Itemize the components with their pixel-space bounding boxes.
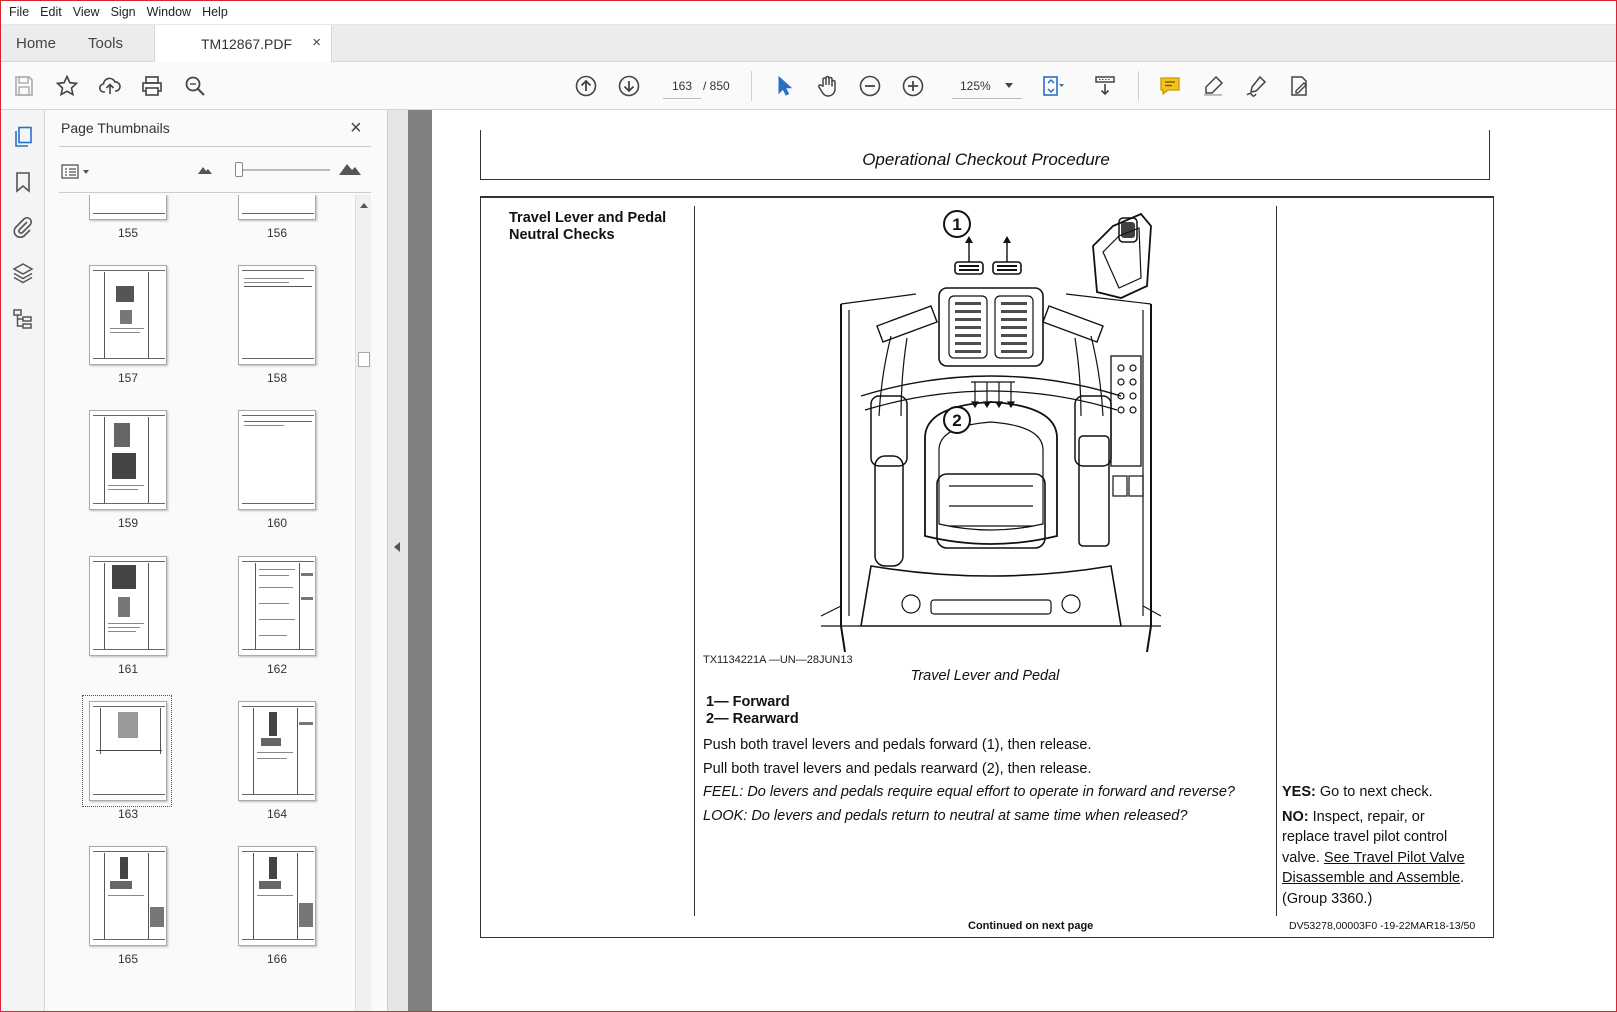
scroll-mode-icon[interactable]: [1090, 71, 1120, 101]
legend-item-forward: 1— Forward: [706, 694, 790, 710]
divider: [59, 192, 371, 193]
thumbnail-label: 162: [266, 662, 288, 676]
travel-pilot-valve-link[interactable]: See Travel Pilot Valve Disassemble and Assemble: [1282, 849, 1465, 886]
callout-1: 1: [952, 215, 962, 234]
cloud-upload-icon[interactable]: [95, 71, 125, 101]
large-thumbnail-mountain-icon[interactable]: [338, 158, 362, 176]
tab-bar: [0, 25, 1617, 62]
pdf-page: [432, 110, 1617, 1012]
thumbnail-page[interactable]: [89, 265, 167, 365]
look-check: LOOK: Do levers and pedals return to neutral at same time when released?: [703, 807, 1188, 824]
bookmarks-icon[interactable]: [10, 169, 36, 195]
comment-icon[interactable]: [1155, 71, 1185, 101]
close-icon[interactable]: ×: [350, 117, 362, 139]
highlight-pen-icon[interactable]: [1198, 71, 1228, 101]
thumbnail-label: 156: [266, 226, 288, 240]
scrollbar-thumb[interactable]: [358, 352, 370, 367]
tab-document-label: TM12867.PDF: [201, 36, 293, 52]
thumbnail-page[interactable]: [238, 265, 316, 365]
print-icon[interactable]: [137, 71, 167, 101]
menu-edit[interactable]: Edit: [40, 5, 62, 19]
thumbnail-size-slider[interactable]: [238, 169, 330, 171]
collapse-panel-icon[interactable]: [394, 542, 400, 552]
yes-label: YES:: [1282, 784, 1316, 800]
thumbnail-page[interactable]: [238, 410, 316, 510]
thumbnail-list: [45, 195, 371, 1012]
fit-page-icon[interactable]: [1037, 71, 1067, 101]
no-text: Inspect, repair, or replace travel pilot control valve.: [1282, 808, 1448, 866]
thumbnail-label: 158: [266, 371, 288, 385]
tab-close-icon[interactable]: ×: [312, 34, 321, 51]
tab-document[interactable]: [154, 25, 332, 63]
figure-caption: Travel Lever and Pedal: [910, 668, 1060, 684]
tab-home[interactable]: Home: [16, 35, 57, 52]
thumbnail-page[interactable]: [238, 846, 316, 946]
no-label: NO:: [1282, 808, 1309, 825]
navigation-rail: [0, 110, 45, 1012]
search-icon[interactable]: [180, 71, 210, 101]
thumbnail-page[interactable]: [89, 846, 167, 946]
layers-icon[interactable]: [10, 260, 36, 286]
yes-text: Go to next check.: [1315, 784, 1433, 800]
page-header-title: Operational Checkout Procedure: [862, 150, 1110, 169]
thumbnail-page[interactable]: [89, 410, 167, 510]
previous-page-icon[interactable]: [571, 71, 601, 101]
menu-view[interactable]: View: [72, 5, 100, 19]
thumbnail-size-slider-knob[interactable]: [235, 162, 243, 177]
page-total: / 850: [703, 79, 730, 93]
toolbar: [0, 62, 1617, 110]
select-arrow-icon[interactable]: [769, 71, 799, 101]
continued-note: Continued on next page: [968, 920, 1094, 932]
scroll-up-icon[interactable]: [360, 203, 368, 208]
panel-collapse-strip[interactable]: [388, 110, 408, 1012]
menu-sign[interactable]: Sign: [110, 5, 136, 19]
thumbnail-label: 166: [266, 952, 288, 966]
next-page-icon[interactable]: [614, 71, 644, 101]
document-id: DV53278,00003F0 -19-22MAR18-13/50: [1289, 920, 1476, 932]
zoom-level-select[interactable]: 125%: [952, 73, 1022, 99]
page-number-input[interactable]: 163: [663, 73, 701, 99]
thumbnail-label: 157: [117, 371, 139, 385]
thumbnail-label: 155: [117, 226, 139, 240]
figure-legend: [706, 694, 799, 728]
thumbnail-scrollbar[interactable]: [355, 195, 371, 1012]
menu-bar: [0, 0, 1617, 25]
thumbnail-page[interactable]: [238, 556, 316, 656]
yes-result: [1282, 782, 1472, 803]
zoom-in-icon[interactable]: [898, 71, 928, 101]
thumbnail-panel-title: Page Thumbnails: [61, 120, 170, 136]
column-divider: [1276, 206, 1277, 916]
thumbnail-label: 160: [266, 516, 288, 530]
menu-window[interactable]: Window: [146, 5, 192, 19]
no-tail: . (Group 3360.): [1282, 870, 1465, 907]
thumbnail-label: 159: [117, 516, 139, 530]
document-viewport: [388, 110, 1617, 1012]
thumbnail-page[interactable]: [89, 195, 167, 220]
no-result: [1282, 807, 1472, 910]
thumbnail-label: 165: [117, 952, 139, 966]
divider: [59, 146, 371, 147]
figure-id: TX1134221A —UN—28JUN13: [703, 654, 853, 666]
section-title-line-2: Neutral Checks: [509, 227, 615, 243]
thumbnail-page[interactable]: [89, 556, 167, 656]
section-title-line-1: Travel Lever and Pedal: [509, 210, 667, 226]
tab-tools[interactable]: Tools: [88, 35, 124, 52]
page-header-box: [480, 130, 1490, 180]
sign-pen-icon[interactable]: [1241, 71, 1271, 101]
zoom-out-icon[interactable]: [855, 71, 885, 101]
thumbnail-page[interactable]: [238, 701, 316, 801]
thumbnail-options-menu[interactable]: [61, 162, 101, 182]
chevron-down-icon[interactable]: [1005, 83, 1013, 88]
callout-2: 2: [952, 411, 962, 430]
feel-check: FEEL: Do levers and pedals require equal effort to operate in forward and reverse?: [703, 784, 1235, 800]
toolbar-divider: [751, 71, 752, 101]
step-push-forward: Push both travel levers and pedals forward (1), then release.: [703, 737, 1092, 753]
thumbnail-page[interactable]: [238, 195, 316, 220]
bookmark-star-icon[interactable]: [52, 71, 82, 101]
edit-document-icon[interactable]: [1284, 71, 1314, 101]
options-list-icon: [61, 162, 101, 182]
thumbnail-label: 164: [266, 807, 288, 821]
procedure-table: [480, 196, 1494, 938]
thumbnail-label: 163: [117, 807, 139, 821]
travel-lever-pedal-figure: [821, 206, 1161, 652]
legend-item-rearward: 2— Rearward: [706, 711, 799, 727]
thumbnail-label: 161: [117, 662, 139, 676]
result-column: [1282, 782, 1472, 909]
hand-tool-icon[interactable]: [812, 71, 842, 101]
procedure-steps: [703, 736, 1273, 830]
structure-tree-icon[interactable]: [10, 306, 36, 332]
save-icon[interactable]: [9, 71, 39, 101]
small-thumbnail-mountain-icon[interactable]: [197, 163, 213, 175]
thumbnail-page-selected[interactable]: [89, 701, 167, 801]
toolbar-divider: [1138, 71, 1139, 101]
column-divider: [694, 206, 695, 916]
thumbnail-panel: [45, 110, 388, 1012]
step-pull-rearward: Pull both travel levers and pedals rearward (2), then release.: [703, 760, 1092, 777]
menu-file[interactable]: File: [9, 5, 30, 19]
section-title: [509, 210, 689, 244]
attachments-paperclip-icon[interactable]: [10, 214, 36, 240]
page-thumbnails-icon[interactable]: [10, 124, 36, 150]
menu-help[interactable]: Help: [202, 5, 228, 19]
